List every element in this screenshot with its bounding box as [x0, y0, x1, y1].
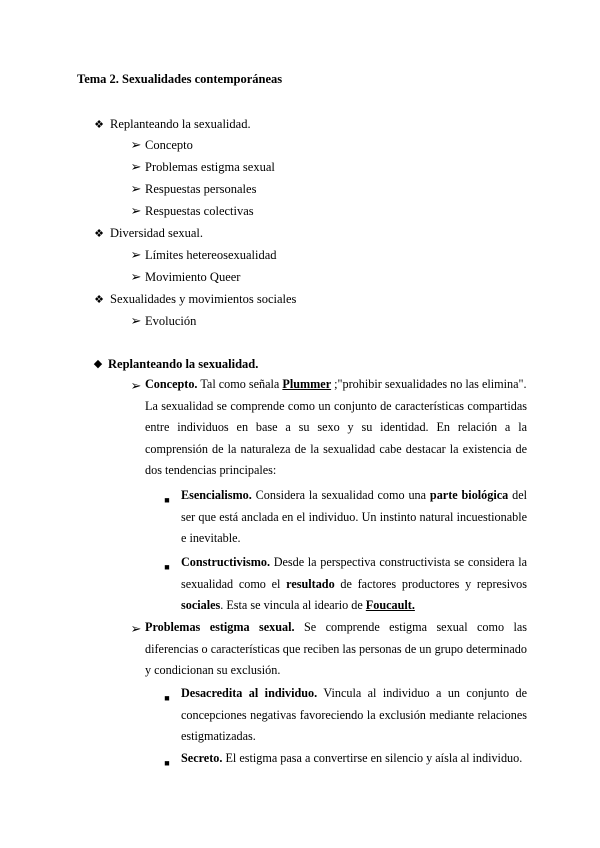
square-bullet-icon: ■ [164, 495, 170, 505]
toc-subitem: ➢ Movimiento Queer [130, 269, 241, 284]
toc-subitem: ➢ Problemas estigma sexual [130, 159, 275, 174]
toc-item: ❖ Sexualidades y movimientos sociales [92, 291, 106, 308]
author-link-plummer: Plummer [282, 377, 332, 391]
toc-subitem: ➢ Límites hetereosexualidad [130, 247, 277, 262]
arrow-bullet-icon: ➢ [130, 181, 142, 196]
arrow-bullet-icon: ➢ [130, 203, 142, 218]
toc-subitem: ➢ Respuestas colectivas [130, 203, 254, 218]
square-bullet [160, 491, 174, 508]
square-bullet [160, 558, 174, 575]
concepto-arrow [129, 378, 143, 394]
problemas-arrow [129, 621, 143, 637]
toc-item: ❖ Diversidad sexual. [92, 225, 106, 242]
concepto-paragraph: Concepto. Tal como señala Plummer ;"prohibir sexualidades no las elimina". La sexualidad se comprende como un conjunto de características compartidas entre individuos en base a su sexo y su identidad. En relación a la comprensión de la naturaleza de la sexualidad cabe destacar la existencia de dos tendencias principales: [145, 377, 527, 477]
arrow-bullet-icon: ➢ [130, 313, 142, 328]
arrow-bullet-icon: ➢ [130, 269, 142, 284]
constructivismo-paragraph: Constructivismo. Desde la perspectiva constructivista se considera la sexualidad como el resultado de factores productores y represivos sociales. Esta se vincula al ideario de Foucault. [181, 555, 528, 612]
arrow-bullet-icon: ➢ [130, 159, 142, 174]
diamond-bullet-icon: ❖ [94, 228, 104, 240]
toc-subitem: ➢ Concepto [130, 137, 193, 152]
desacredita-paragraph: Desacredita al individuo. Vincula al individuo a un conjunto de concepciones negativas favoreciendo la exclusión mediante relaciones estigmatizadas. [181, 686, 527, 743]
problemas-paragraph: Problemas estigma sexual. Se comprende estigma sexual como las diferencias o características que reciben las personas de un grupo determinado y condicionan su exclusión. [145, 620, 527, 677]
arrow-bullet-icon: ➢ [130, 621, 142, 636]
arrow-bullet-icon: ➢ [130, 378, 142, 393]
document-page: Tema 2. Sexualidades contemporáneas ❖ Replanteando la sexualidad. ➢ Concepto ➢ Problemas estigma sexual ➢ Respuestas personales ➢ Respuestas colectivas ❖ Diversidad sexual. ➢ Límites hetereosexualidad ➢ Movimiento Queer ❖ Sexualidades y movimientos sociales ➢ Evolución ◆ Replanteando la sexualidad. ➢ Concepto. Tal como señala Plummer ;"prohibir sexualidades no las elimina". La sexualidad se comprende como un conjunto de características compartidas entre individuos en base a su sexo y su identidad. En relación a la comprensión de la naturaleza de la sexualidad cabe destacar la existencia de dos tendencias principales: ■ Esencialismo. Considera la sexualidad como una parte biológica del ser que está anclada en el individuo. Un instinto natural incuestionable e inevitable. ■ Constructivismo. Desde la perspectiva constructivista se considera la sexualidad como el resultado de factores productores y represivos sociales. Esta se vincula al ideario de Foucault. ➢ Problemas estigma sexual. Se comprende estigma sexual como las diferencias o características que reciben las personas de un grupo determinado y condicionan su exclusión. ■ Desacredita al individuo. Vincula al individuo a un conjunto de concepciones negativas favoreciendo la exclusión mediante relaciones estigmatizadas. ■ Secreto. El estigma pasa a convertirse en silencio y aísla al individuo. [0, 0, 600, 848]
toc-subitem: ➢ Respuestas personales [130, 181, 257, 196]
arrow-bullet-icon: ➢ [130, 137, 142, 152]
secreto-paragraph: Secreto. El estigma pasa a convertirse en silencio y aísla al individuo. [181, 751, 523, 765]
arrow-bullet-icon: ➢ [130, 247, 142, 262]
page-title: Tema 2. Sexualidades contemporáneas [77, 72, 283, 86]
square-bullet-icon: ■ [164, 562, 170, 572]
filled-diamond-icon: ◆ [93, 358, 103, 370]
square-bullet [160, 689, 174, 706]
diamond-bullet-icon: ❖ [94, 119, 104, 131]
diamond-bullet-icon: ❖ [94, 294, 104, 306]
square-bullet-icon: ■ [164, 758, 170, 768]
square-bullet-icon: ■ [164, 693, 170, 703]
square-bullet [160, 754, 174, 771]
esencialismo-paragraph: Esencialismo. Considera la sexualidad como una parte biológica del ser que está anclada en el individuo. Un instinto natural incuestionable e inevitable. [181, 488, 527, 545]
toc-item: ❖ Replanteando la sexualidad. [92, 116, 106, 133]
toc-subitem: ➢ Evolución [130, 313, 197, 328]
author-link-foucault: Foucault. [365, 598, 415, 612]
